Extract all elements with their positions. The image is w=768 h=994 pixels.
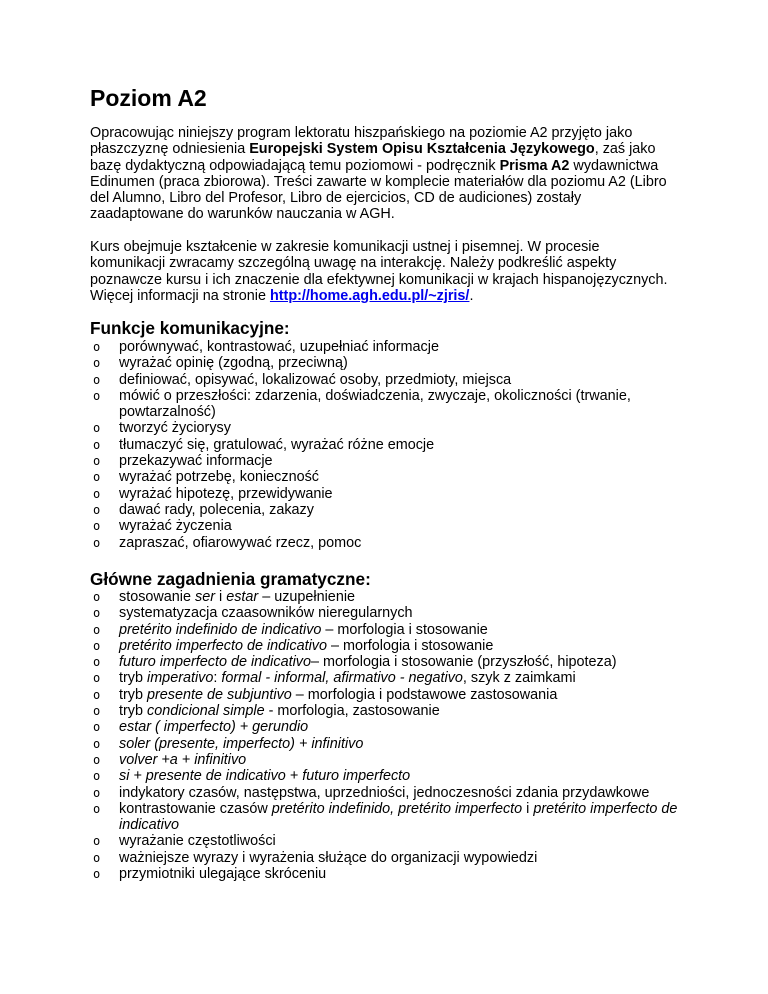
grammar-heading: Główne zagadnienia gramatyczne: [90, 569, 371, 589]
grammar-item [90, 654, 690, 670]
intro-bold-framework: Europejski System Opisu Kształcenia Językowego [249, 141, 595, 158]
function-item: o wyrażać hipotezę, przewidywanie [90, 486, 690, 502]
grammar-term: presente de subjuntivo [147, 686, 292, 703]
grammar-text: wyrażanie częstotliwości [119, 833, 276, 850]
function-item: o wyrażać życzenia [90, 518, 690, 534]
grammar-item [90, 589, 690, 605]
grammar-text: – uzupełnienie [258, 589, 356, 605]
grammar-item [90, 670, 690, 686]
grammar-text: - morfologia, zastosowanie [264, 703, 440, 720]
grammar-text: indykatory czasów, następstwa, uprzedniości, jednoczesności zdania przydawkowe [119, 784, 650, 801]
course-paragraph [90, 239, 670, 304]
course-end: . [469, 287, 474, 304]
grammar-term: formal - informal, afirmativo - negativo [221, 670, 463, 687]
grammar-text: i [522, 800, 534, 817]
intro-text-2: , zaś jako bazę dydaktyczną odpowiadającą temu poziomowi - podręcznik [90, 141, 656, 174]
grammar-text: stosowanie [119, 589, 195, 605]
grammar-text: tryb [119, 670, 147, 687]
grammar-term: pretérito imperfecto de indicativo [119, 637, 327, 654]
function-item: o wyrażać potrzebę, konieczność [90, 469, 690, 485]
grammar-item [90, 785, 690, 801]
grammar-text: i [215, 589, 227, 605]
grammar-text: systematyzacja czaasowników nieregularnych [119, 605, 413, 622]
grammar-item [90, 801, 690, 834]
grammar-term: estar [226, 589, 259, 605]
grammar-text: – morfologia i stosowanie (przyszłość, hipoteza) [310, 654, 617, 671]
functions-list [90, 339, 690, 551]
grammar-item [90, 768, 690, 784]
function-item: o wyrażać opinię (zgodną, przeciwną) [90, 355, 690, 371]
grammar-item [90, 687, 690, 703]
grammar-text: tryb [119, 686, 147, 703]
page-title: Poziom A2 [90, 85, 207, 111]
intro-text-3: wydawnictwa Edinumen (praca zbiorowa). Treści zawarte w komplecie materiałów dla poziomu A2 (Libro del Alumno, Libro del Profesor, Libro de ejercicios, CD de audiciones) zostały zaadaptowane do warunków nauczania w AGH. [90, 157, 667, 223]
grammar-term: condicional simple [147, 703, 265, 720]
grammar-item [90, 736, 690, 752]
grammar-text: ważniejsze wyrazy i wyrażenia służące do organizacji wypowiedzi [119, 849, 538, 866]
functions-heading: Funkcje komunikacyjne: [90, 318, 290, 338]
grammar-text: : [213, 670, 222, 687]
grammar-item [90, 605, 690, 621]
grammar-term: soler (presente, imperfecto) + infinitivo [119, 735, 364, 752]
function-item: o definiować, opisywać, lokalizować osoby, przedmioty, miejsca [90, 372, 690, 388]
grammar-text: – morfologia i podstawowe zastosowania [291, 686, 558, 703]
grammar-term: futuro imperfecto de indicativo [119, 654, 311, 671]
grammar-text: – morfologia i stosowanie [321, 621, 488, 638]
info-link[interactable]: http://home.agh.edu.pl/~zjris/ [269, 287, 470, 304]
grammar-list [90, 589, 690, 882]
function-item: o tłumaczyć się, gratulować, wyrażać różne emocje [90, 437, 690, 453]
function-item: o dawać rady, polecenia, zakazy [90, 502, 690, 518]
function-item: o mówić o przeszłości: zdarzenia, doświadczenia, zwyczaje, okoliczności (trwanie, powtarzalność) [90, 388, 690, 421]
grammar-text: – morfologia i stosowanie [326, 637, 494, 654]
grammar-term: si + presente de indicativo + futuro imperfecto [119, 768, 411, 785]
grammar-term: pretérito indefinido, pretérito imperfecto [271, 800, 523, 817]
function-item: o zapraszać, ofiarowywać rzecz, pomoc [90, 535, 690, 551]
grammar-item [90, 719, 690, 735]
grammar-item [90, 850, 690, 866]
function-item: o porównywać, kontrastować, uzupełniać informacje [90, 339, 690, 355]
grammar-item [90, 866, 690, 882]
intro-paragraph [90, 125, 670, 223]
grammar-term: pretérito imperfecto de indicativo [119, 800, 678, 834]
grammar-term: estar ( imperfecto) + gerundio [119, 719, 309, 736]
grammar-text: kontrastowanie czasów [119, 800, 272, 817]
grammar-item [90, 638, 690, 654]
grammar-term: ser [195, 589, 215, 605]
grammar-term: pretérito indefinido de indicativo [119, 621, 322, 638]
grammar-text: , szyk z zaimkami [462, 670, 576, 687]
grammar-item [90, 833, 690, 849]
grammar-text: przymiotniki ulegające skróceniu [119, 866, 327, 883]
intro-bold-textbook: Prisma A2 [499, 157, 570, 174]
function-item: o przekazywać informacje [90, 453, 690, 469]
grammar-term: volver +a + infinitivo [119, 751, 247, 768]
grammar-item [90, 752, 690, 768]
grammar-text: tryb [119, 703, 147, 720]
function-item: o tworzyć życiorysy [90, 420, 690, 436]
grammar-item [90, 622, 690, 638]
grammar-item [90, 703, 690, 719]
course-text: Kurs obejmuje kształcenie w zakresie komunikacji ustnej i pisemnej. W procesie komunikacji zwracamy szczególną uwagę na interakcję. Należy podkreślić aspekty poznawcze kursu i ich znaczenie dla efektywnej komunikacji w krajach hispanojęzycznych. Więcej informacji na stronie [90, 239, 668, 304]
grammar-term: imperativo [147, 670, 214, 687]
intro-text-1: Opracowując niniejszy program lektoratu hiszpańskiego na poziomie A2 przyjęto jako płaszczyznę odniesienia [90, 125, 633, 158]
